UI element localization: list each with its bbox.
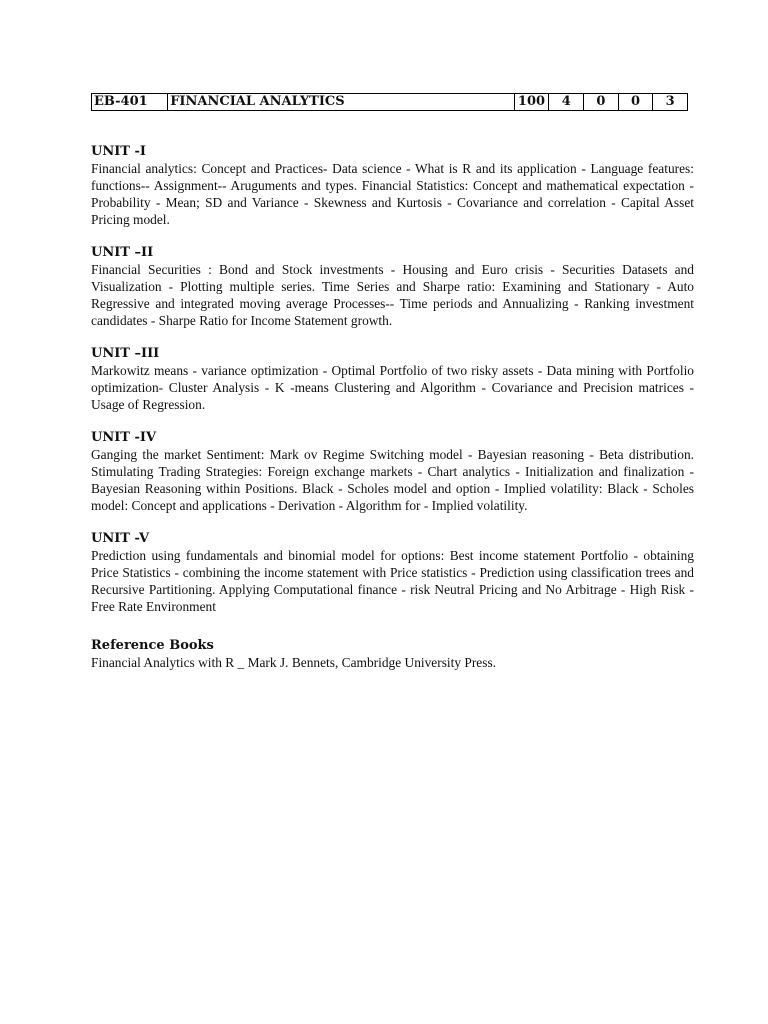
unit-1-section [91, 143, 694, 228]
unit-5-section [91, 530, 694, 615]
course-tutorial: 0 [584, 94, 619, 111]
course-credits: 3 [653, 94, 688, 111]
course-header-table [91, 93, 688, 111]
unit-5-heading: UNIT -V [91, 531, 150, 546]
reference-section [91, 637, 694, 671]
unit-2-section [91, 244, 694, 329]
unit-4-body: Ganging the market Sentiment: Mark ov Regime Switching model - Bayesian reasoning - Beta distribution. Stimulating Trading Strategies: Foreign exchange markets - Chart analytics - Initialization and finalization - Bayesian Reasoning within Positions. Black - Scholes model and option - Implied volatility: Black - Scholes model: Concept and applications - Derivation - Algorithm for - Implied volatility. [91, 447, 694, 513]
unit-3-section [91, 345, 694, 413]
unit-3-body: Markowitz means - variance optimization - Optimal Portfolio of two risky assets - Data mining with Portfolio optimization- Cluster Analysis - K -means Clustering and Algorithm - Covariance and Precision matrices - Usage of Regression. [91, 363, 694, 412]
reference-heading: Reference Books [91, 638, 214, 653]
course-code: EB-401 [92, 94, 168, 111]
unit-3-heading: UNIT –III [91, 346, 160, 361]
course-lecture: 4 [549, 94, 584, 111]
unit-1-heading: UNIT -I [91, 144, 146, 159]
unit-2-heading: UNIT –II [91, 245, 154, 260]
course-title: FINANCIAL ANALYTICS [168, 94, 514, 111]
unit-5-body: Prediction using fundamentals and binomial model for options: Best income statement Portfolio - obtaining Price Statistics - combining the income statement with Price statistics - Prediction using classification trees and Recursive Partitioning. Applying Computational finance - risk Neutral Pricing and No Arbitrage - High Risk - Free Rate Environment [91, 548, 694, 614]
unit-2-body: Financial Securities : Bond and Stock investments - Housing and Euro crisis - Securities Datasets and Visualization - Plotting multiple series. Time Series and Sharpe ratio: Examining and Stationary - Auto Regressive and integrated moving average Processes-- Time periods and Annualizing - Ranking investment candidates - Sharpe Ratio for Income Statement growth. [91, 262, 694, 328]
unit-4-heading: UNIT -IV [91, 430, 157, 445]
reference-body: Financial Analytics with R _ Mark J. Bennets, Cambridge University Press. [91, 655, 497, 670]
course-practical: 0 [618, 94, 653, 111]
unit-1-body: Financial analytics: Concept and Practices- Data science - What is R and its application - Language features: functions-- Assignment-- Aruguments and types. Financial Statistics: Concept and mathematical expectation - Probability - Mean; SD and Variance - Skewness and Kurtosis - Covariance and correlation - Capital Asset Pricing model. [91, 161, 694, 227]
unit-4-section [91, 429, 694, 514]
course-header-row [92, 94, 688, 111]
syllabus-content [91, 143, 694, 671]
course-marks: 100 [514, 94, 549, 111]
